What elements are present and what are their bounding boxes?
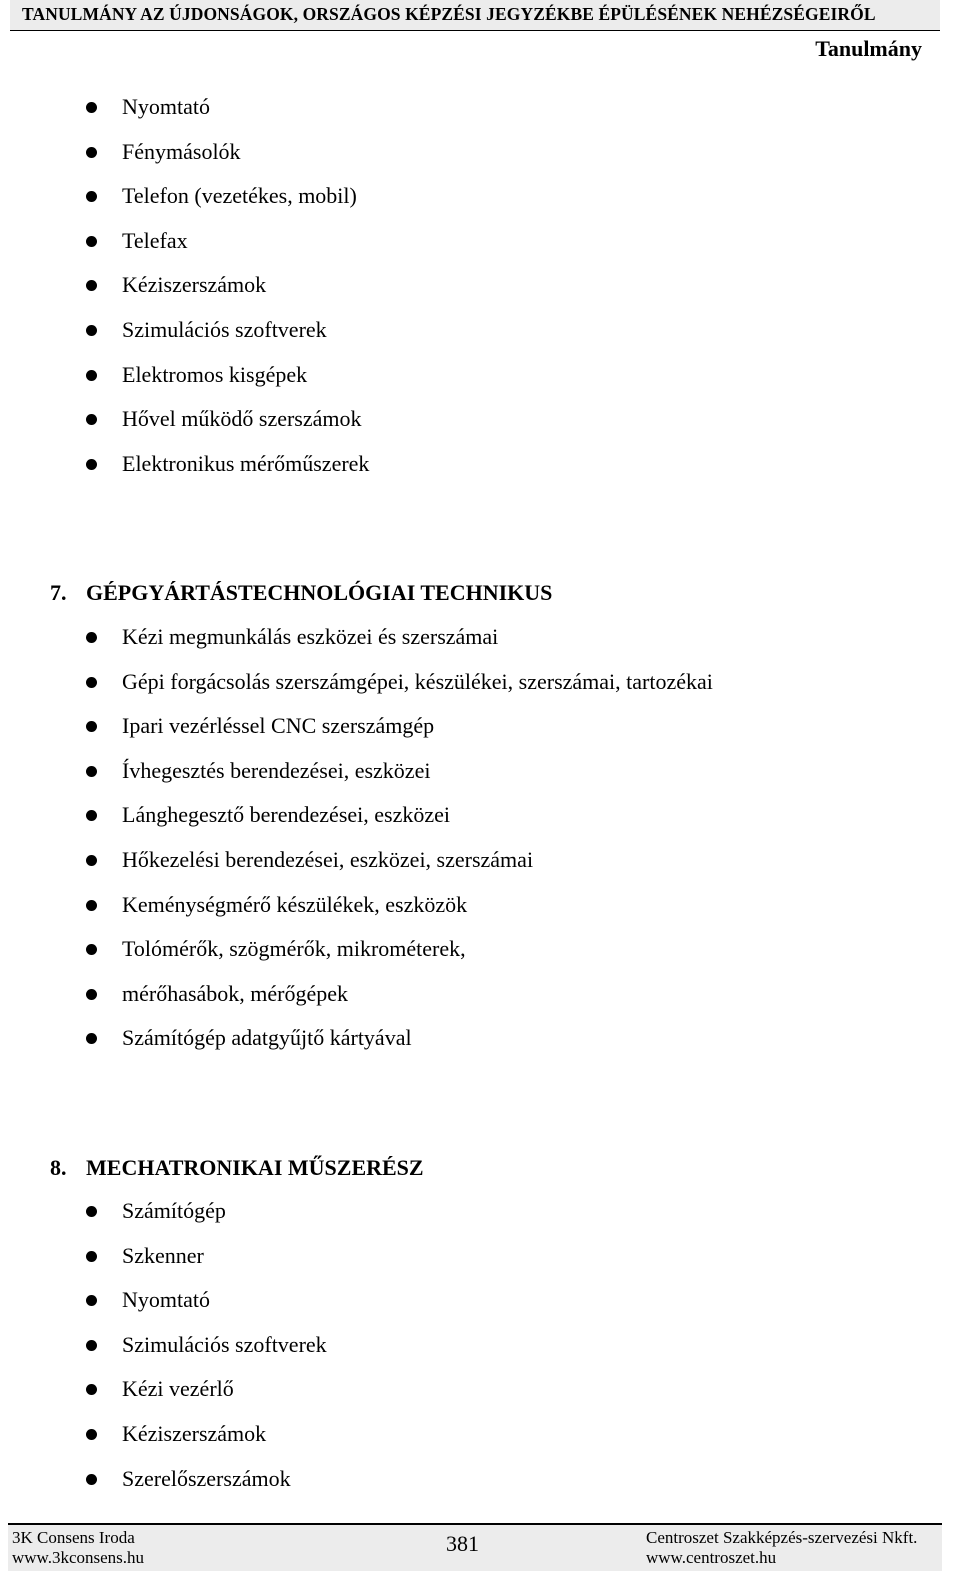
- list-item: Keménységmérő készülékek, eszközök: [0, 894, 713, 939]
- list-item: Fénymásolók: [0, 141, 369, 186]
- footer-left: [12, 1528, 144, 1568]
- section-number: 7.: [50, 580, 67, 605]
- bullet-icon: [86, 1033, 97, 1044]
- bullet-icon: [86, 721, 97, 732]
- bullet-icon: [86, 810, 97, 821]
- equipment-list-top: [0, 96, 369, 497]
- section-8-heading: [50, 1155, 424, 1181]
- bullet-icon: [86, 855, 97, 866]
- bullet-icon: [86, 1474, 97, 1485]
- list-item: Gépi forgácsolás szerszámgépei, készülékei, szerszámai, tartozékai: [0, 671, 713, 716]
- section-number: 8.: [50, 1155, 67, 1180]
- list-item: Kézi vezérlő: [0, 1378, 327, 1423]
- list-item: Kéziszerszámok: [0, 274, 369, 319]
- footer-org-url: www.3kconsens.hu: [12, 1548, 145, 1567]
- page-footer: [8, 1523, 942, 1571]
- bullet-icon: [86, 236, 97, 247]
- list-item: Szerelőszerszámok: [0, 1468, 327, 1513]
- bullet-icon: [86, 1251, 97, 1262]
- list-item: Telefon (vezetékes, mobil): [0, 185, 369, 230]
- footer-right: [646, 1528, 917, 1568]
- bullet-icon: [86, 459, 97, 470]
- page-header: [10, 0, 940, 31]
- bullet-icon: [86, 102, 97, 113]
- bullet-icon: [86, 325, 97, 336]
- list-item: Tolómérők, szögmérők, mikrométerek,: [0, 938, 713, 983]
- bullet-icon: [86, 1429, 97, 1440]
- list-item: Lánghegesztő berendezései, eszközei: [0, 804, 713, 849]
- list-item: Elektronikus mérőműszerek: [0, 453, 369, 498]
- list-item: Kéziszerszámok: [0, 1423, 327, 1468]
- list-item: Szkenner: [0, 1245, 327, 1290]
- list-item: Nyomtató: [0, 1289, 327, 1334]
- bullet-icon: [86, 1206, 97, 1217]
- bullet-icon: [86, 1340, 97, 1351]
- bullet-icon: [86, 1384, 97, 1395]
- bullet-icon: [86, 280, 97, 291]
- bullet-icon: [86, 147, 97, 158]
- list-item: Telefax: [0, 230, 369, 275]
- section-7-list: [0, 626, 713, 1072]
- section-title: MECHATRONIKAI MŰSZERÉSZ: [86, 1155, 424, 1180]
- footer-partner-url: www.centroszet.hu: [646, 1548, 777, 1567]
- section-7-heading: [50, 580, 552, 606]
- list-item: mérőhasábok, mérőgépek: [0, 983, 713, 1028]
- bullet-icon: [86, 766, 97, 777]
- list-item: Szimulációs szoftverek: [0, 319, 369, 364]
- bullet-icon: [86, 414, 97, 425]
- bullet-icon: [86, 677, 97, 688]
- list-item: Kézi megmunkálás eszközei és szerszámai: [0, 626, 713, 671]
- footer-partner-name: Centroszet Szakképzés-szervezési Nkft.: [646, 1528, 918, 1547]
- list-item: Hőkezelési berendezései, eszközei, szerszámai: [0, 849, 713, 894]
- bullet-icon: [86, 632, 97, 643]
- header-title: TANULMÁNY AZ ÚJDONSÁGOK, ORSZÁGOS KÉPZÉSI JEGYZÉKBE ÉPÜLÉSÉNEK NEHÉZSÉGEIRŐL: [22, 4, 876, 24]
- bullet-icon: [86, 900, 97, 911]
- bullet-icon: [86, 944, 97, 955]
- bullet-icon: [86, 191, 97, 202]
- list-item: Nyomtató: [0, 96, 369, 141]
- section-title: GÉPGYÁRTÁSTECHNOLÓGIAI TECHNIKUS: [86, 580, 553, 605]
- bullet-icon: [86, 989, 97, 1000]
- list-item: Ipari vezérléssel CNC szerszámgép: [0, 715, 713, 760]
- page-number: 381: [446, 1531, 479, 1556]
- section-8-list: [0, 1200, 327, 1512]
- list-item: Ívhegesztés berendezései, eszközei: [0, 760, 713, 805]
- document-type-label: Tanulmány: [815, 36, 922, 61]
- list-item: Elektromos kisgépek: [0, 364, 369, 409]
- bullet-icon: [86, 370, 97, 381]
- footer-org-name: 3K Consens Iroda: [12, 1528, 135, 1547]
- list-item: Számítógép adatgyűjtő kártyával: [0, 1027, 713, 1072]
- list-item: Szimulációs szoftverek: [0, 1334, 327, 1379]
- bullet-icon: [86, 1295, 97, 1306]
- list-item: Hővel működő szerszámok: [0, 408, 369, 453]
- list-item: Számítógép: [0, 1200, 327, 1245]
